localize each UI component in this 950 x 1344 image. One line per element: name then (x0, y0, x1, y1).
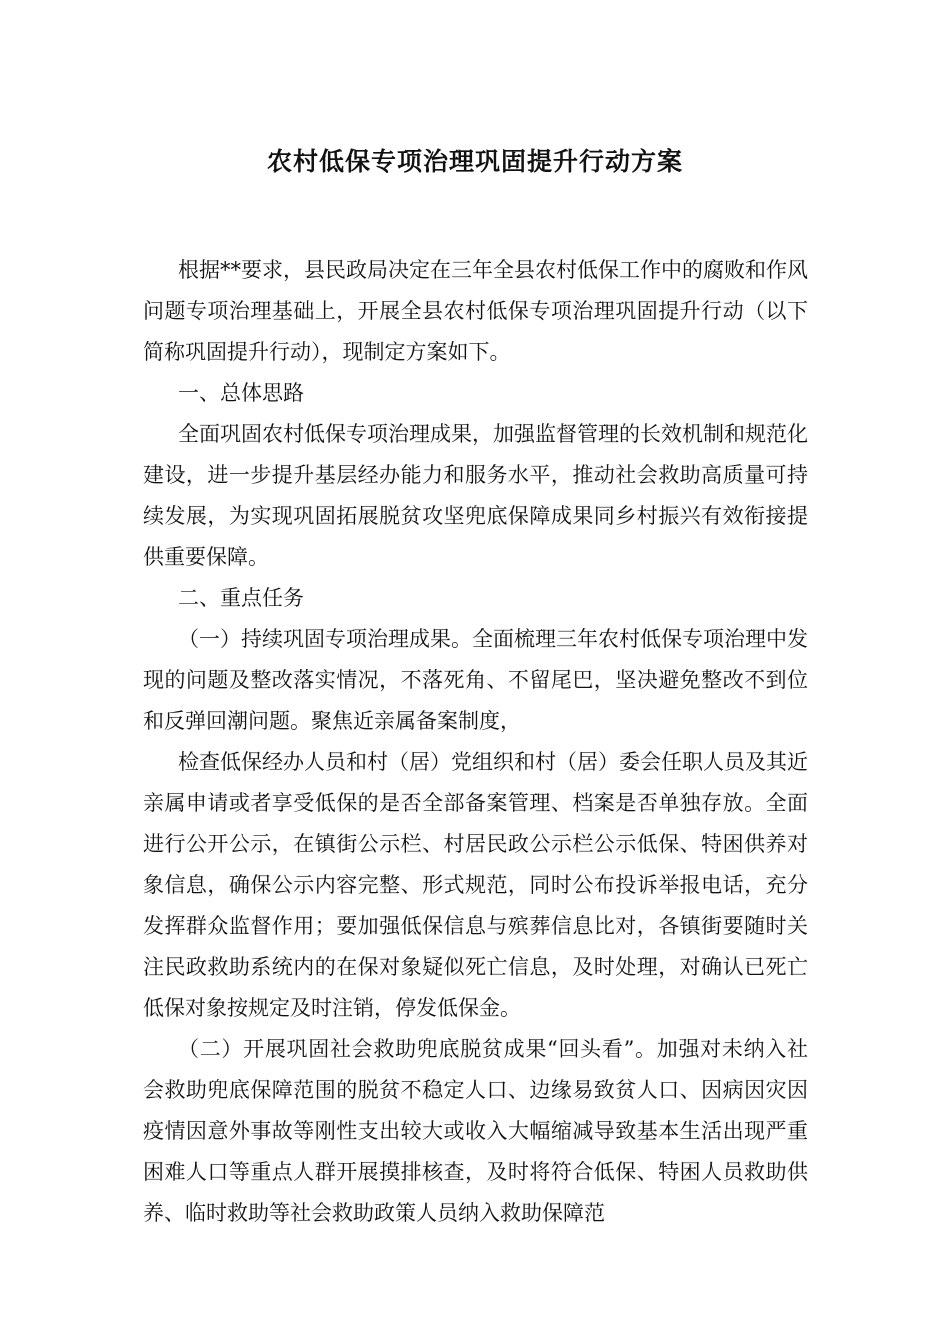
paragraph-task-2: （二）开展巩固社会救助兜底脱贫成果“回头看”。加强对未纳入社会救助兜底保障范围的脱贫不稳定人口、边缘易致贫人口、因病因灾因疫情因意外事故等刚性支出较大或收入大幅缩减导致基本生活出现严重困难人口等重点人群开展摸排核查，及时将符合低保、特困人员救助供养、临时救助等社会救助政策人员纳入救助保障范 (143, 1037, 808, 1225)
section-heading-overall-approach: 一、总体思路 (178, 381, 304, 405)
paragraph-overall-approach: 全面巩固农村低保专项治理成果，加强监督管理的长效机制和规范化建设，进一步提升基层经办能力和服务水平，推动社会救助高质量可持续发展，为实现巩固拓展脱贫攻坚兜底保障成果同乡村振兴有效衔接提供重要保障。 (143, 422, 808, 569)
section-heading-key-tasks: 二、重点任务 (178, 586, 304, 610)
paragraph-task-1: （一）持续巩固专项治理成果。全面梳理三年农村低保专项治理中发现的问题及整改落实情况，不落死角、不留尾巴，坚决避免整改不到位和反弹回潮问题。聚焦近亲属备案制度， (143, 627, 808, 733)
document-title: 农村低保专项治理巩固提升行动方案 (266, 147, 683, 176)
paragraph-task-1-continued: 检查低保经办人员和村（居）党组织和村（居）委会任职人员及其近亲属申请或者享受低保的是否全部备案管理、档案是否单独存放。全面进行公开公示，在镇街公示栏、村居民政公示栏公示低保、特困供养对象信息，确保公示内容完整、形式规范，同时公布投诉举报电话，充分发挥群众监督作用；要加强低保信息与殡葬信息比对，各镇街要随时关注民政救助系统内的在保对象疑似死亡信息，及时处理，对确认已死亡低保对象按规定及时注销，停发低保金。 (143, 750, 808, 1020)
paragraph-intro: 根据**要求，县民政局决定在三年全县农村低保工作中的腐败和作风问题专项治理基础上，开展全县农村低保专项治理巩固提升行动（以下简称巩固提升行动），现制定方案如下。 (143, 258, 808, 364)
document-body (143, 250, 808, 1234)
